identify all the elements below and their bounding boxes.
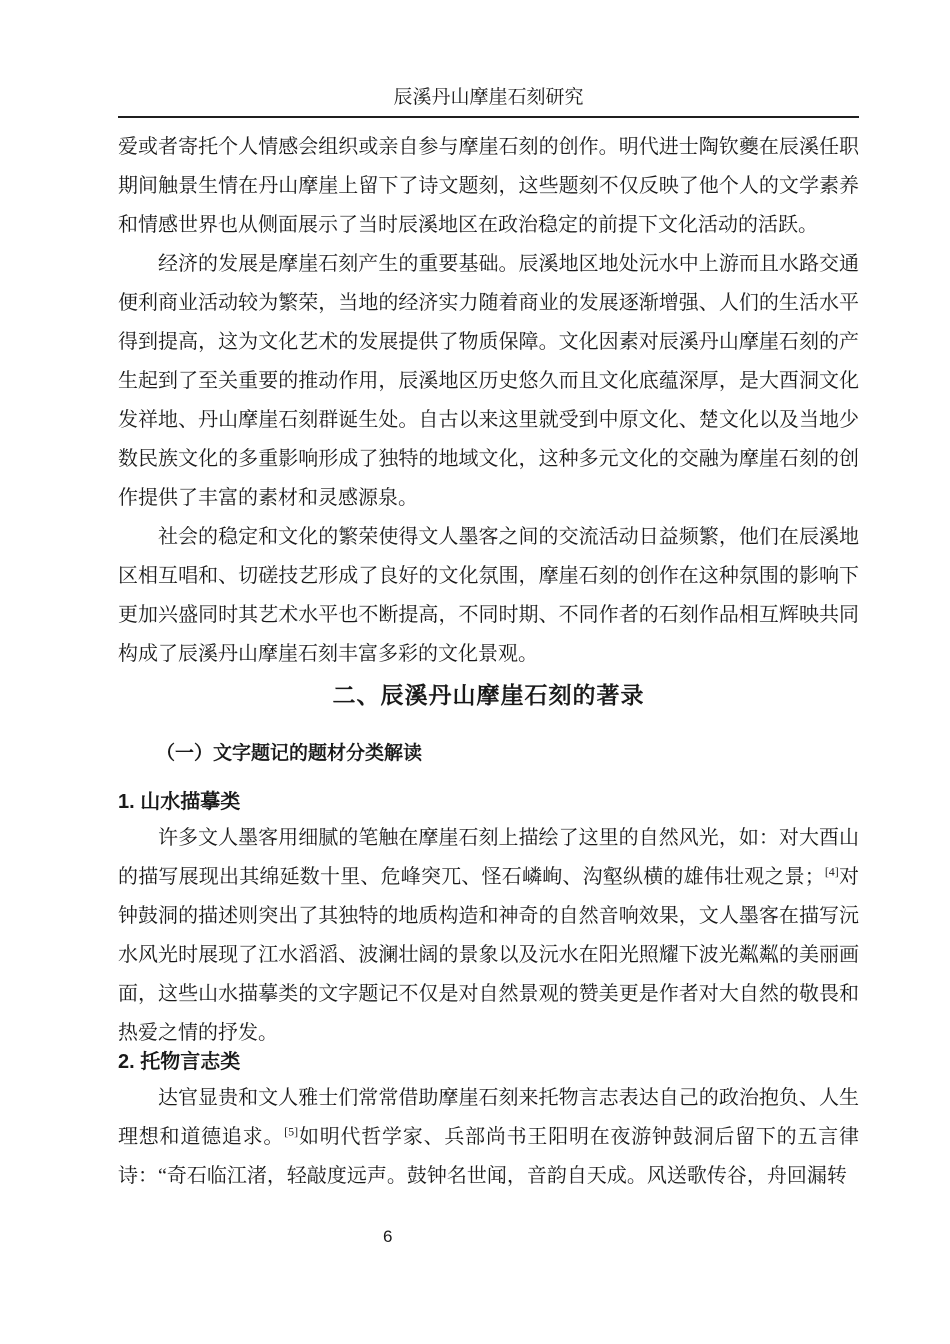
paragraph-intro-3: 社会的稳定和文化的繁荣使得文人墨客之间的交流活动日益频繁，他们在辰溪地区相互唱和、切磋技艺形成了良好的文化氛围，摩崖石刻的创作在这种氛围的影响下更加兴盛同时其艺术水平也不断提高，不同时期、不同作者的石刻作品相互辉映共同构成了辰溪丹山摩崖石刻丰富多彩的文化景观。 xyxy=(118,526,859,665)
paragraph-intro-2: 经济的发展是摩崖石刻产生的重要基础。辰溪地区地处沅水中上游而且水路交通便利商业活动较为繁荣，当地的经济实力随着商业的发展逐渐增强、人们的生活水平得到提高，这为文化艺术的发展提供了物质保障。文化因素对辰溪丹山摩崖石刻的产生起到了至关重要的推动作用，辰溪地区历史悠久而且文化底蕴深厚，是大酉洞文化发祥地、丹山摩崖石刻群诞生处。自古以来这里就受到中原文化、楚文化以及当地少数民族文化的多重影响形成了独特的地域文化，这种多元文化的交融为摩崖石刻的创作提供了丰富的素材和灵感源泉。 xyxy=(118,253,859,509)
page-number: 6 xyxy=(383,1227,393,1246)
page-header-title: 辰溪丹山摩崖石刻研究 xyxy=(393,87,584,108)
paragraph-text: 对钟鼓洞的描述则突出了其独特的地质构造和神奇的自然音响效果，文人墨客在描写沅水风光时展现了江水滔滔、波澜壮阔的景象以及沅水在阳光照耀下波光粼粼的美丽画面，这些山水描摹类的文字题记不仅是对自然景观的赞美更是作者对大自然的敬畏和热爱之情的抒发。 xyxy=(118,866,860,1044)
page-header xyxy=(118,86,859,118)
item-title-landscape: 1. 山水描摹类 xyxy=(118,791,241,813)
paragraph-intro-1: 爱或者寄托个人情感会组织或亲自参与摩崖石刻的创作。明代进士陶钦夔在辰溪任职期间触景生情在丹山摩崖上留下了诗文题刻，这些题刻不仅反映了他个人的文学素养和情感世界也从侧面展示了当时辰溪地区在政治稳定的前提下文化活动的活跃。 xyxy=(118,136,859,236)
paragraph-text: 如明代哲学家、兵部尚书王阳明在夜游钟鼓洞后留下的五言律诗：“奇石临江渚，轻敲度远声。鼓钟名世闻，音韵自天成。风送歌传谷，舟回漏转 xyxy=(118,1126,860,1187)
paragraph-landscape xyxy=(118,819,859,1053)
subsection-heading: （一）文字题记的题材分类解读 xyxy=(156,743,423,764)
paragraph-aspiration xyxy=(118,1079,859,1196)
item-title-aspiration: 2. 托物言志类 xyxy=(118,1051,241,1073)
footnote-ref-5: [5] xyxy=(284,1124,299,1139)
footnote-ref-4: [4] xyxy=(824,864,839,879)
page-footer xyxy=(383,1227,392,1247)
page-body xyxy=(118,128,859,1196)
paragraph-text: 许多文人墨客用细腻的笔触在摩崖石刻上描绘了这里的自然风光，如：对大酉山的描写展现出其绵延数十里、危峰突兀、怪石嶙峋、沟壑纵横的雄伟壮观之景； xyxy=(118,827,859,888)
section-heading: 二、辰溪丹山摩崖石刻的著录 xyxy=(332,682,645,708)
paragraph-text: 达官显贵和文人雅士们常常借助摩崖石刻来托物言志表达自己的政治抱负、人生理想和道德追求。 xyxy=(118,1087,859,1148)
